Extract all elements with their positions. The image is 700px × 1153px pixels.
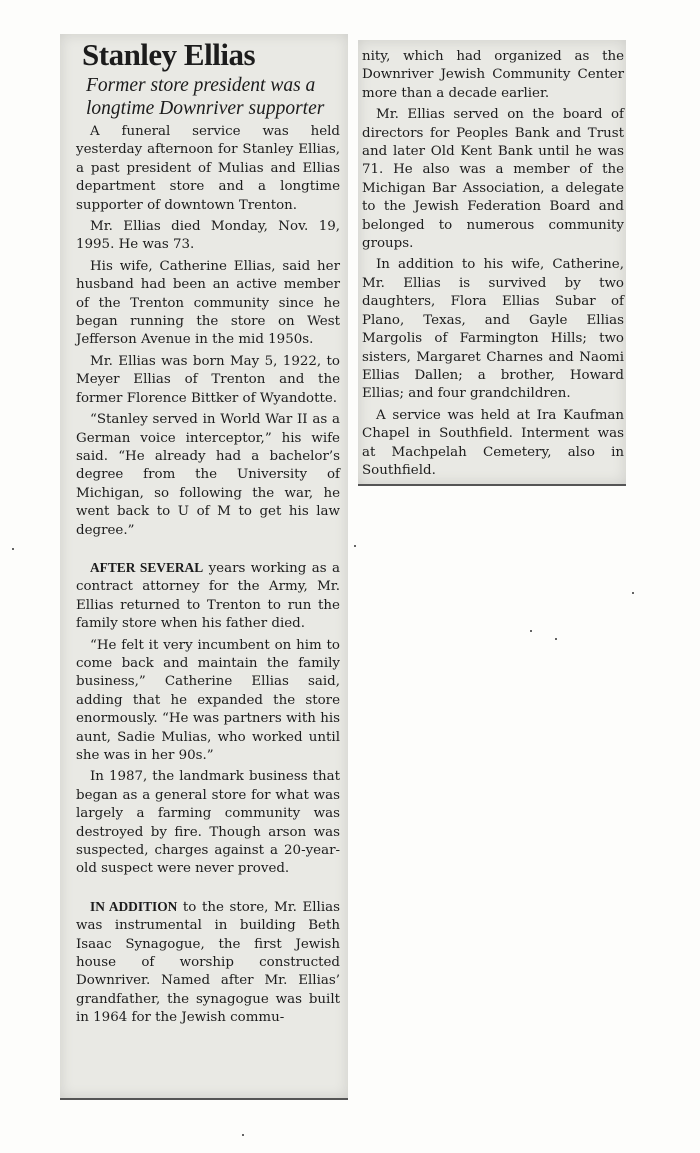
section-paragraph [76, 559, 340, 634]
scan-speck [242, 1134, 244, 1136]
section-text: to the store, Mr. Ellias was instrumental in building Beth Isaac Synagogue, the first Jewish house of worship constructed Downriver. Named after Mr. Ellias’ grandfather, the synagogue was built in 1964 for the Jewish commu- [76, 899, 340, 1026]
scan-speck [555, 638, 557, 640]
scan-speck [632, 592, 634, 594]
paragraph: In addition to his wife, Catherine, Mr. Ellias is survived by two daughters, Flora Ellias Subar of Plano, Texas, and Gayle Ellias Margolis of Farmington Hills; two sisters, Margaret Charnes and Naomi Ellias Dallen; a brother, Howard Ellias; and four grandchildren. [362, 257, 624, 402]
section-lead-in: IN ADDITION [90, 898, 178, 914]
paragraph-continuation: nity, which had organized as the Downriver Jewish Community Center more than a decade earlier. [362, 49, 624, 101]
paragraph: Mr. Ellias was born May 5, 1922, to Meyer Ellias of Trenton and the former Florence Bittker of Wyandotte. [76, 353, 340, 406]
paragraph: Mr. Ellias died Monday, Nov. 19, 1995. He was 73. [76, 219, 340, 253]
section-paragraph [76, 898, 340, 1028]
deck-subheadline: Former store president was a longtime Downriver supporter [86, 75, 325, 119]
headline: Stanley Ellias [82, 37, 256, 72]
paragraph: In 1987, the landmark business that began as a general store for what was largely a farming community was destroyed by fire. Though arson was suspected, charges against a 20-year-old suspect were never proved. [76, 769, 340, 877]
section-lead-in: AFTER SEVERAL [90, 559, 204, 575]
paragraph: “He felt it very incumbent on him to come back and maintain the family business,” Catherine Ellias said, adding that he expanded the store enormously. “He was partners with his aunt, Sadie Mulias, who worked until she was in her 90s.” [76, 637, 340, 763]
scan-speck [530, 630, 532, 632]
section-text: years working as a contract attorney for the Army, Mr. Ellias returned to Trenton to run the family store when his father died. [76, 560, 341, 632]
right-column [362, 48, 624, 483]
scan-speck [354, 545, 356, 547]
paragraph: “Stanley served in World War II as a German voice interceptor,” his wife said. “He already had a bachelor’s degree from the University of Michigan, so following the war, he went back to U of M to get his law degree.” [76, 412, 340, 538]
scan-speck [12, 548, 14, 550]
paragraph: A funeral service was held yesterday afternoon for Stanley Ellias, a past president of Mulias and Ellias department store and a longtime supporter of downtown Trenton. [76, 124, 340, 213]
paragraph: His wife, Catherine Ellias, said her husband had been an active member of the Trenton community since he began running the store on West Jefferson Avenue in the mid 1950s. [76, 258, 340, 348]
left-column [76, 38, 340, 1031]
paragraph: A service was held at Ira Kaufman Chapel in Southfield. Interment was at Machpelah Cemetery, also in Southfield. [362, 407, 624, 478]
paragraph: Mr. Ellias served on the board of directors for Peoples Bank and Trust and later Old Kent Bank until he was 71. He also was a member of the Michigan Bar Association, a delegate to the Jewish Federation Board and belonged to numerous community groups. [362, 107, 624, 252]
